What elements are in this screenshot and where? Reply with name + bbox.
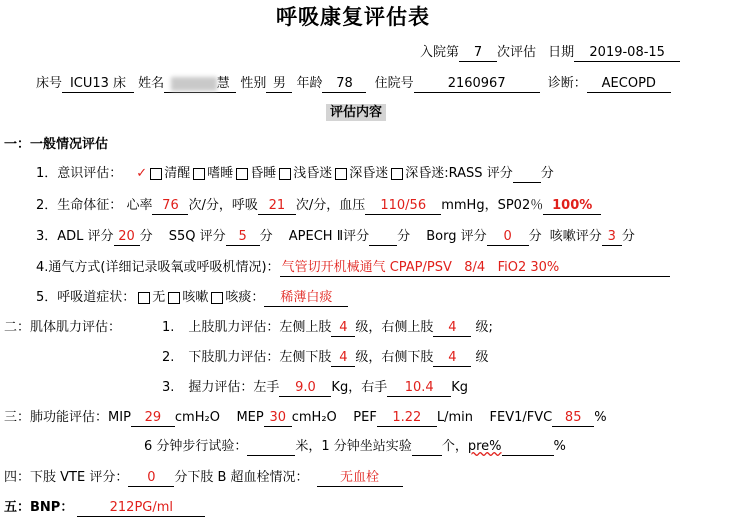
name-value[interactable]	[164, 76, 236, 93]
sputum-value[interactable]: 稀薄白痰	[264, 290, 348, 307]
sit-unit: 个，	[441, 439, 468, 454]
lower-mid-label: 级，右侧下肢	[355, 350, 434, 365]
option-label: 咳嗽	[182, 290, 209, 305]
lower-limb-label: 下肢肌力评估：左侧下肢	[188, 350, 332, 365]
grip-mid-label: Kg，右手	[331, 380, 388, 395]
grip-right-value[interactable]: 10.4	[387, 380, 451, 397]
cough-value[interactable]: 3	[602, 229, 622, 246]
name-suffix: 慧	[216, 76, 230, 91]
muscle-heading: 二：肌体肌力评估：	[4, 320, 122, 335]
heart-rate-label: 心率	[126, 198, 153, 213]
sex-label: 性别	[240, 76, 267, 91]
pef-value[interactable]: 1.22	[377, 410, 437, 427]
checkbox-icon[interactable]	[391, 168, 403, 180]
unit-label: 分	[259, 229, 273, 244]
pre-value[interactable]	[502, 439, 554, 456]
apech-value[interactable]	[369, 229, 397, 246]
item-number: 2.	[162, 350, 175, 365]
hospital-no-value[interactable]: 2160967	[414, 76, 540, 93]
item-number: 3.	[162, 380, 175, 395]
fev-label: L/min FEV1/FVC	[436, 410, 553, 425]
lower-left-value[interactable]: 4	[331, 350, 355, 367]
age-value[interactable]: 78	[322, 76, 366, 93]
option-label: 昏睡	[250, 166, 277, 181]
bnp-heading: 五：BNP：	[4, 500, 74, 515]
lower-limb-row	[162, 349, 488, 367]
upper-limb-label: 上肢肌力评估：左侧上肢	[188, 320, 332, 335]
walk-test-row	[144, 438, 566, 456]
walk-label: 6 分钟步行试验：	[144, 439, 248, 454]
walk-unit: 米，1 分钟坐站实验	[295, 439, 412, 454]
age-label: 年龄	[296, 76, 323, 91]
adl-value[interactable]: 20	[114, 229, 140, 246]
fev-value[interactable]: 85	[552, 410, 594, 427]
admit-label: 入院第	[420, 45, 460, 60]
cough-label: 咳嗽评分	[549, 229, 602, 244]
blood-pressure-value[interactable]: 110/56	[365, 198, 441, 215]
resp-rate-unit: 次/分，血压	[295, 198, 366, 213]
vitals-row	[36, 197, 601, 215]
ventilation-value[interactable]: 气管切开机械通气 CPAP/PSV 8/4 FiO2 30%	[280, 260, 670, 277]
unit-label: 分	[621, 229, 635, 244]
checkbox-icon[interactable]	[150, 168, 162, 180]
patient-info-line	[36, 75, 671, 93]
general-heading: 一：一般情况评估	[4, 137, 109, 152]
checkbox-icon[interactable]	[211, 292, 223, 304]
consciousness-row	[36, 165, 554, 183]
mep-value[interactable]: 30	[264, 410, 292, 427]
rass-score-field[interactable]	[513, 166, 541, 183]
checkbox-icon[interactable]	[236, 168, 248, 180]
s5q-label: S5Q 评分	[168, 229, 226, 244]
spo2-value[interactable]: 100%	[543, 198, 601, 215]
hospital-no-label: 住院号	[374, 76, 414, 91]
checkbox-icon[interactable]	[193, 168, 205, 180]
walk-value[interactable]	[247, 439, 295, 456]
item-number: 1.	[162, 320, 175, 335]
admission-line	[420, 44, 680, 62]
vte-row	[4, 469, 403, 487]
grip-row	[162, 379, 468, 397]
bnp-value[interactable]: 212PG/ml	[77, 500, 205, 517]
ventilation-label: 通气方式(详细记录吸氧或呼吸机情况)：	[48, 260, 280, 275]
bed-value[interactable]: ICU13 床	[62, 76, 134, 93]
item-number: 3．	[36, 229, 58, 244]
option-label: 深昏迷:RASS 评分	[405, 166, 513, 181]
pre-unit: %	[553, 439, 566, 454]
grip-left-value[interactable]: 9.0	[279, 380, 331, 397]
option-label: 深昏迷	[349, 166, 389, 181]
mip-label: MIP	[108, 410, 131, 425]
lung-heading: 三：肺功能评估：	[4, 410, 109, 425]
heart-rate-value[interactable]: 76	[152, 198, 188, 215]
pre-label: pre%	[467, 439, 502, 454]
grade-label: 级	[475, 350, 489, 365]
bed-label: 床号	[36, 76, 63, 91]
grip-label: 握力评估：左手	[188, 380, 280, 395]
borg-label: Borg 评分	[426, 229, 487, 244]
section-title-text: 评估内容	[326, 104, 386, 121]
sex-value[interactable]: 男	[266, 76, 292, 93]
vitals-label: 生命体征：	[57, 198, 123, 213]
resp-rate-value[interactable]: 21	[258, 198, 296, 215]
ventilation-row	[36, 259, 670, 277]
adl-label: ADL 评分	[57, 229, 114, 244]
name-label: 姓名	[138, 76, 165, 91]
page-title: 呼吸康复评估表	[276, 5, 430, 29]
redacted-name	[171, 77, 217, 91]
pef-label: cmH₂O PEF	[291, 410, 377, 425]
checkbox-icon[interactable]	[168, 292, 180, 304]
item-number: 1．	[36, 166, 58, 181]
option-label: 嗜睡	[207, 166, 234, 181]
date-value[interactable]: 2019-08-15	[574, 45, 680, 62]
item-number: 5．	[36, 290, 58, 305]
section-title	[326, 104, 386, 122]
option-label: 清醒	[164, 166, 191, 181]
scores-row	[36, 228, 635, 246]
upper-limb-row	[162, 319, 493, 337]
item-number: 2．	[36, 198, 58, 213]
sit-stand-value[interactable]	[412, 439, 442, 456]
unit-label: 分	[528, 229, 542, 244]
diagnosis-label: 诊断：	[547, 76, 587, 91]
checkbox-icon[interactable]	[138, 292, 150, 304]
airway-label: 呼吸道症状：	[57, 290, 136, 305]
lower-right-value[interactable]: 4	[433, 350, 471, 367]
date-label: 日期	[548, 45, 575, 60]
airway-row	[36, 289, 348, 307]
fev-unit: %	[594, 410, 607, 425]
upper-left-value[interactable]: 4	[331, 320, 355, 337]
option-label: 浅昏迷	[293, 166, 333, 181]
thrombus-value[interactable]: 无血栓	[317, 470, 403, 487]
option-label: 无	[152, 290, 166, 305]
grip-unit: Kg	[451, 380, 468, 395]
unit-label: 分	[397, 229, 411, 244]
mep-label: cmH₂O MEP	[174, 410, 264, 425]
mip-value[interactable]: 29	[131, 410, 175, 427]
bnp-row	[4, 499, 205, 517]
diagnosis-value[interactable]: AECOPD	[587, 76, 671, 93]
heart-rate-unit: 次/分，呼吸	[188, 198, 258, 213]
s5q-value[interactable]: 5	[226, 229, 260, 246]
upper-right-value[interactable]: 4	[433, 320, 471, 337]
item-number: 4.	[36, 260, 49, 275]
apech-label: APECH Ⅱ评分	[288, 229, 370, 244]
option-label: 咳痰：	[225, 290, 265, 305]
admit-count[interactable]: 7	[459, 45, 497, 62]
unit-label: 分	[139, 229, 153, 244]
lung-function-row	[4, 409, 607, 427]
grade-label: 级;	[475, 320, 493, 335]
checkbox-icon[interactable]	[279, 168, 291, 180]
vte-mid-label: 分下肢 B 超血栓情况：	[174, 470, 309, 485]
vte-heading: 四：下肢 VTE 评分：	[4, 470, 129, 485]
checkmark-icon: ✓	[136, 166, 148, 181]
vte-value[interactable]: 0	[128, 470, 174, 487]
consciousness-label: 意识评估：	[57, 166, 123, 181]
blood-pressure-unit: mmHg，SP02％	[441, 198, 544, 213]
checkbox-icon[interactable]	[335, 168, 347, 180]
unit-label: 分	[540, 166, 554, 181]
eval-label: 次评估	[497, 45, 537, 60]
borg-value[interactable]: 0	[487, 229, 529, 246]
upper-mid-label: 级，右侧上肢	[355, 320, 434, 335]
